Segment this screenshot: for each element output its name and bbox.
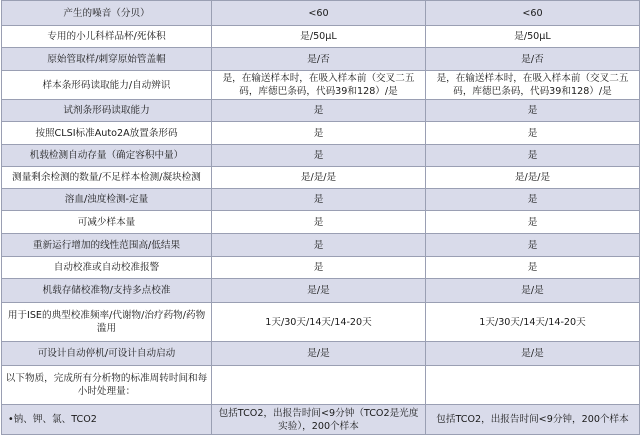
- table-row: [2, 303, 640, 342]
- row-label: 自动校准或自动校准报警: [2, 257, 212, 279]
- table-row: [2, 145, 640, 167]
- row-label: 样本条形码读取能力/自动辨识: [2, 71, 212, 100]
- row-value-col1: 包括TCO2，出报告时间<9分钟（TCO2是光度实验），200个样本: [212, 405, 426, 435]
- row-value-col1: 是/否: [212, 48, 426, 71]
- row-value-col1: 是: [212, 122, 426, 145]
- row-value-col2: 是: [426, 189, 640, 211]
- table-row: [2, 234, 640, 257]
- row-value-col2: 是/50μL: [426, 26, 640, 48]
- row-label: 产生的噪音（分贝）: [2, 1, 212, 26]
- row-value-col2: 是/是/是: [426, 167, 640, 189]
- row-value-col2: 是: [426, 145, 640, 167]
- table-row: [2, 100, 640, 122]
- row-value-col2: 是: [426, 100, 640, 122]
- row-value-col2: 是: [426, 234, 640, 257]
- row-value-col1: 是/是: [212, 279, 426, 303]
- table-row: [2, 279, 640, 303]
- row-label: 机载检测自动存量（确定容积中量）: [2, 145, 212, 167]
- row-label: 溶血/浊度检测-定量: [2, 189, 212, 211]
- row-label: 可减少样本量: [2, 211, 212, 234]
- row-label: 用于ISE的典型校准频率/代谢物/治疗药物/药物滥用: [2, 303, 212, 342]
- table-row: [2, 122, 640, 145]
- row-value-col2: 是: [426, 122, 640, 145]
- row-value-col1: 是: [212, 145, 426, 167]
- row-value-col1: 是: [212, 211, 426, 234]
- row-label: 机载存储校准物/支持多点校准: [2, 279, 212, 303]
- row-value-col1: 是/50μL: [212, 26, 426, 48]
- row-value-col1: <60: [212, 1, 426, 26]
- row-value-col1: 1天/30天/14天/14-20天: [212, 303, 426, 342]
- row-value-col2: 1天/30天/14天/14-20天: [426, 303, 640, 342]
- row-value-col2: [426, 366, 640, 405]
- row-value-col2: 是: [426, 211, 640, 234]
- spec-table-container: [1, 0, 639, 435]
- row-value-col2: 是/是: [426, 279, 640, 303]
- row-label: 专用的小儿科样品杯/死体积: [2, 26, 212, 48]
- row-label: 按照CLSI标准Auto2A放置条形码: [2, 122, 212, 145]
- row-label: 重新运行增加的线性范围高/低结果: [2, 234, 212, 257]
- row-label: 以下物质，完成所有分析物的标准周转时间和每小时处理量：: [2, 366, 212, 405]
- table-row: [2, 257, 640, 279]
- row-value-col1: 是: [212, 234, 426, 257]
- row-value-col1: 是/是/是: [212, 167, 426, 189]
- row-value-col2: 是/否: [426, 48, 640, 71]
- table-row: [2, 26, 640, 48]
- row-label: 测量剩余检测的数量/不足样本检测/凝块检测: [2, 167, 212, 189]
- row-value-col1: 是: [212, 257, 426, 279]
- row-value-col1: [212, 366, 426, 405]
- row-value-col1: 是，在输送样本时，在吸入样本前（交叉二五码，库德巴条码，代码39和128）/是: [212, 71, 426, 100]
- row-value-col2: <60: [426, 1, 640, 26]
- spec-table-body: [2, 1, 640, 435]
- row-label: 原始管取样/刺穿原始管盖帽: [2, 48, 212, 71]
- table-row: [2, 189, 640, 211]
- spec-comparison-table: [1, 0, 640, 435]
- table-row: [2, 366, 640, 405]
- table-row: [2, 1, 640, 26]
- row-value-col1: 是: [212, 189, 426, 211]
- row-value-col2: 包括TCO2，出报告时间<9分钟，200个样本: [426, 405, 640, 435]
- row-value-col2: 是: [426, 257, 640, 279]
- row-value-col1: 是: [212, 100, 426, 122]
- table-row: [2, 167, 640, 189]
- table-row: [2, 71, 640, 100]
- row-value-col2: 是，在输送样本时，在吸入样本前（交叉二五码，库德巴条码，代码39和128）/是: [426, 71, 640, 100]
- table-row: [2, 211, 640, 234]
- row-label: 可设计自动停机/可设计自动启动: [2, 342, 212, 366]
- table-row: [2, 48, 640, 71]
- row-value-col1: 是/是: [212, 342, 426, 366]
- row-label: 试剂条形码读取能力: [2, 100, 212, 122]
- row-label: •钠、钾、氯、TCO2: [2, 405, 212, 435]
- table-row: [2, 405, 640, 435]
- row-value-col2: 是/是: [426, 342, 640, 366]
- table-row: [2, 342, 640, 366]
